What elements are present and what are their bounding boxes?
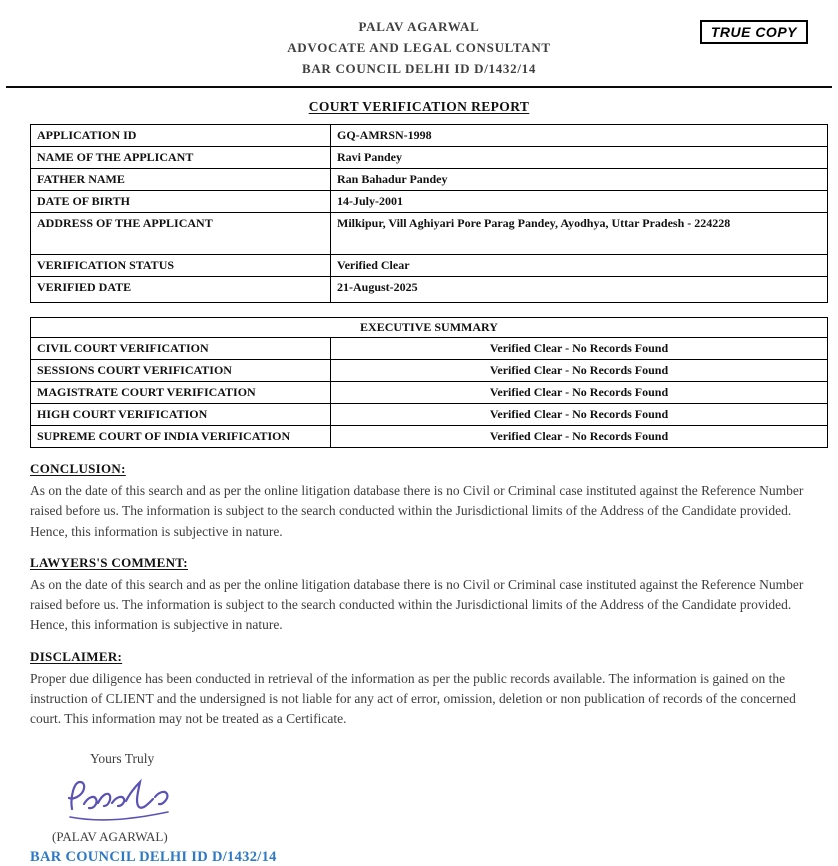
signatory-name: (PALAV AGARWAL) — [52, 829, 168, 845]
field-value: 21-August-2025 — [331, 277, 828, 303]
court-label: HIGH COURT VERIFICATION — [31, 404, 331, 426]
executive-summary-table — [30, 317, 828, 448]
table-header-row — [31, 318, 828, 338]
table-row — [31, 191, 828, 213]
field-label: VERIFICATION STATUS — [31, 255, 331, 277]
field-label: NAME OF THE APPLICANT — [31, 147, 331, 169]
section-lawyers-comment — [30, 555, 828, 636]
section-text: As on the date of this search and as per the online litigation database there is no Civil or Criminal case instituted against the Reference Number raised before us. The information is subject to the search conducted within the Jurisdictional limits of the Address of the Candidate provided. Hence, this information is subjective in nature. — [30, 483, 804, 539]
field-label: ADDRESS OF THE APPLICANT — [31, 213, 331, 255]
court-label: SESSIONS COURT VERIFICATION — [31, 360, 331, 382]
footer-bar-id: BAR COUNCIL DELHI ID D/1432/14 — [30, 849, 277, 866]
table-row — [31, 255, 828, 277]
section-disclaimer — [30, 649, 828, 730]
court-result: Verified Clear - No Records Found — [331, 382, 828, 404]
table-row — [31, 426, 828, 448]
court-result: Verified Clear - No Records Found — [331, 426, 828, 448]
field-label: APPLICATION ID — [31, 125, 331, 147]
table-row — [31, 277, 828, 303]
page-title — [0, 99, 838, 115]
advocate-bar-id: BAR COUNCIL DELHI ID D/1432/14 — [301, 61, 537, 76]
field-value: Verified Clear — [331, 255, 828, 277]
field-label: FATHER NAME — [31, 169, 331, 191]
section-heading: DISCLAIMER: — [30, 648, 123, 664]
court-result: Verified Clear - No Records Found — [331, 404, 828, 426]
document-body — [30, 124, 828, 866]
court-label: SUPREME COURT OF INDIA VERIFICATION — [31, 426, 331, 448]
table-row — [31, 404, 828, 426]
table-row — [31, 125, 828, 147]
section-text: Proper due diligence has been conducted in retrieval of the information as per the public records available. The information is gained on the instruction of CLIENT and the undersigned is not liable for any act of error, omission, deletion or non publication of records of the concerned court. This information may not be treated as a Certificate. — [30, 670, 796, 726]
handwritten-signature-icon — [60, 773, 828, 829]
field-value: Ran Bahadur Pandey — [331, 169, 828, 191]
court-label: CIVIL COURT VERIFICATION — [31, 338, 331, 360]
table-row — [31, 213, 828, 255]
true-copy-stamp: TRUE COPY — [700, 20, 808, 44]
court-result: Verified Clear - No Records Found — [331, 338, 828, 360]
field-label: VERIFIED DATE — [31, 277, 331, 303]
closing-salutation: Yours Truly — [90, 751, 155, 767]
advocate-name: PALAV AGARWAL — [358, 19, 480, 34]
table-row — [31, 338, 828, 360]
section-conclusion — [30, 461, 828, 542]
field-value: Ravi Pandey — [331, 147, 828, 169]
field-value: GQ-AMRSN-1998 — [331, 125, 828, 147]
page-title-text: COURT VERIFICATION REPORT — [308, 99, 530, 114]
advocate-title: ADVOCATE AND LEGAL CONSULTANT — [287, 40, 551, 55]
table-row — [31, 382, 828, 404]
applicant-info-table — [30, 124, 828, 303]
section-heading: LAWYERS'S COMMENT: — [30, 554, 188, 570]
court-label: MAGISTRATE COURT VERIFICATION — [31, 382, 331, 404]
section-heading: CONCLUSION: — [30, 461, 126, 476]
table-row — [31, 169, 828, 191]
field-value: 14-July-2001 — [331, 191, 828, 213]
field-label: DATE OF BIRTH — [31, 191, 331, 213]
executive-summary-title: EXECUTIVE SUMMARY — [31, 318, 828, 338]
section-text: As on the date of this search and as per the online litigation database there is no Civil or Criminal case instituted against the Reference Number raised before us. The information is subject to the search conducted within the Jurisdictional limits of the Address of the Candidate provided. Hence, this information is subjective in nature. — [30, 576, 804, 633]
header-divider — [6, 86, 832, 88]
field-value: Milkipur, Vill Aghiyari Pore Parag Pandey, Ayodhya, Uttar Pradesh - 224228 — [331, 213, 828, 255]
court-result: Verified Clear - No Records Found — [331, 360, 828, 382]
table-row — [31, 147, 828, 169]
table-row — [31, 360, 828, 382]
